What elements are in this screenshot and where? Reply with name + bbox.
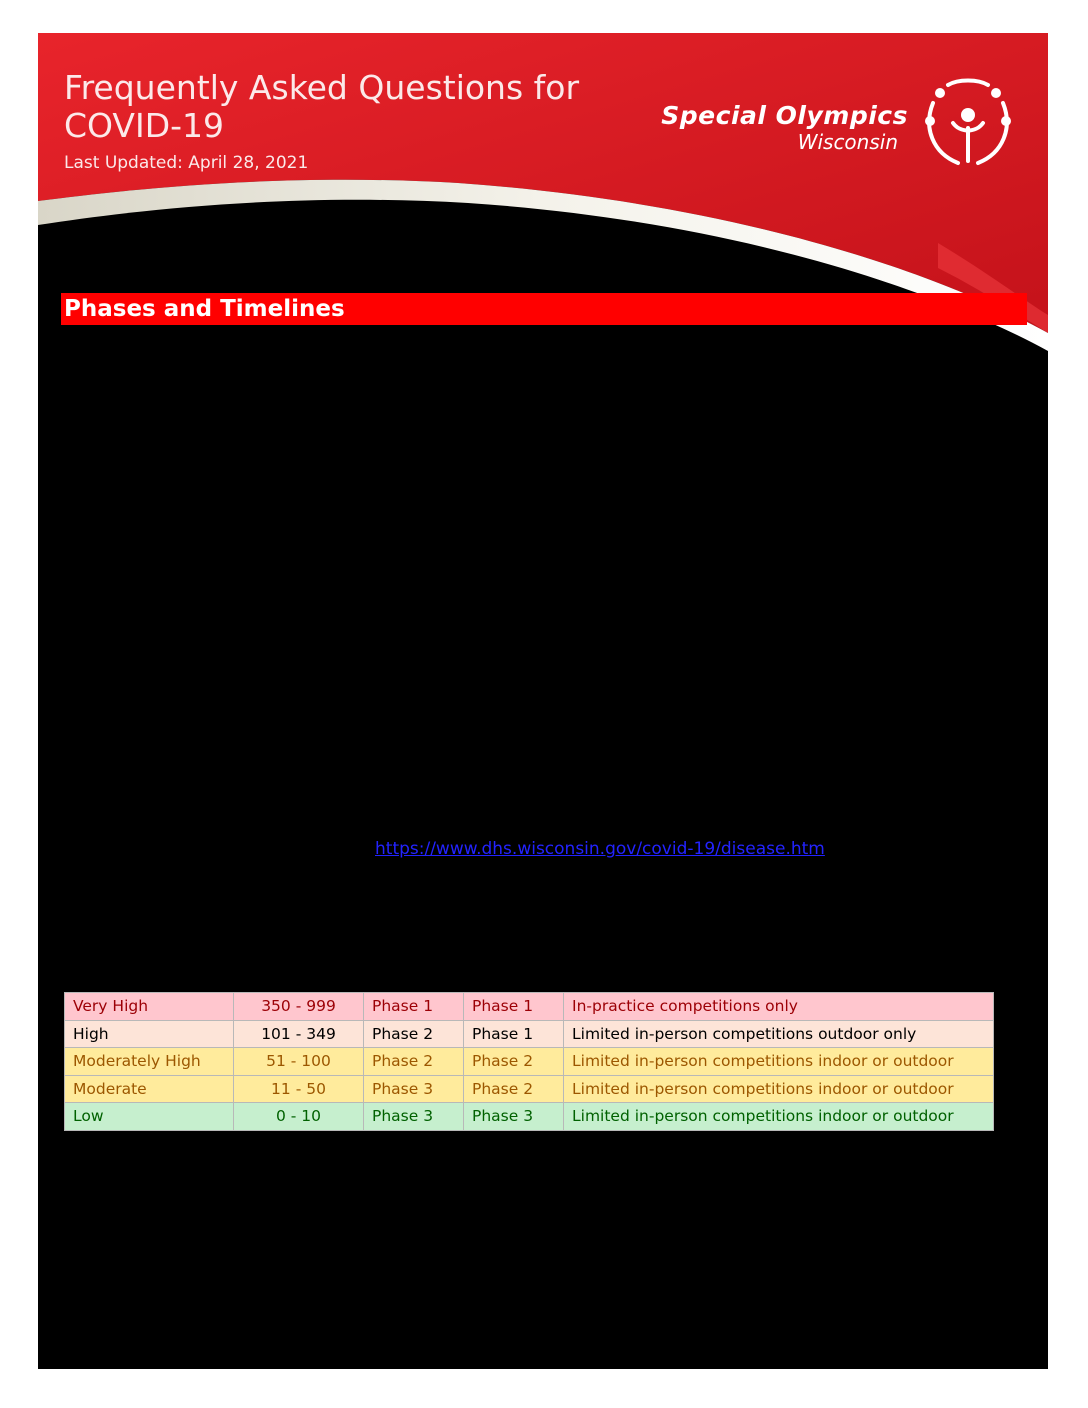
phase-cell: Phase 2 <box>464 1075 564 1103</box>
page-title: Frequently Asked Questions for COVID-19 <box>64 68 580 145</box>
phase-cell: Phase 2 <box>364 1048 464 1076</box>
table-row <box>65 1103 994 1131</box>
brand-wordmark <box>618 101 908 154</box>
case-range-cell: 51 - 100 <box>234 1048 364 1076</box>
competition-description-cell: Limited in-person competitions indoor or outdoor <box>564 1075 994 1103</box>
phase-cell: Phase 1 <box>464 993 564 1021</box>
competition-description-cell: In-practice competitions only <box>564 993 994 1021</box>
activity-level-cell: Moderately High <box>65 1048 234 1076</box>
table-row <box>65 1048 994 1076</box>
phase-cell: Phase 3 <box>464 1103 564 1131</box>
competition-description-cell: Limited in-person competitions indoor or outdoor <box>564 1048 994 1076</box>
section-heading-phases-and-timelines: Phases and Timelines <box>61 293 1027 325</box>
case-range-cell: 101 - 349 <box>234 1020 364 1048</box>
table-row <box>65 993 994 1021</box>
table-row <box>65 1075 994 1103</box>
phase-cell: Phase 1 <box>364 993 464 1021</box>
table-row <box>65 1020 994 1048</box>
dhs-covid-link[interactable]: https://www.dhs.wisconsin.gov/covid-19/disease.htm <box>375 839 825 859</box>
activity-level-cell: Very High <box>65 993 234 1021</box>
case-range-cell: 350 - 999 <box>234 993 364 1021</box>
brand-region: Wisconsin <box>797 130 898 154</box>
last-updated-date: Last Updated: April 28, 2021 <box>64 153 309 173</box>
activity-level-cell: Low <box>65 1103 234 1131</box>
activity-levels-table <box>64 992 994 1131</box>
competition-description-cell: Limited in-person competitions indoor or outdoor <box>564 1103 994 1131</box>
phase-cell: Phase 2 <box>364 1020 464 1048</box>
brand-name: Special Olympics <box>661 101 908 130</box>
competition-description-cell: Limited in-person competitions outdoor only <box>564 1020 994 1048</box>
case-range-cell: 11 - 50 <box>234 1075 364 1103</box>
phase-cell: Phase 1 <box>464 1020 564 1048</box>
phase-cell: Phase 3 <box>364 1075 464 1103</box>
activity-level-cell: Moderate <box>65 1075 234 1103</box>
phase-cell: Phase 2 <box>464 1048 564 1076</box>
case-range-cell: 0 - 10 <box>234 1103 364 1131</box>
phase-cell: Phase 3 <box>364 1103 464 1131</box>
special-olympics-logo-icon <box>918 73 1018 173</box>
document-page <box>38 33 1048 1369</box>
activity-level-cell: High <box>65 1020 234 1048</box>
